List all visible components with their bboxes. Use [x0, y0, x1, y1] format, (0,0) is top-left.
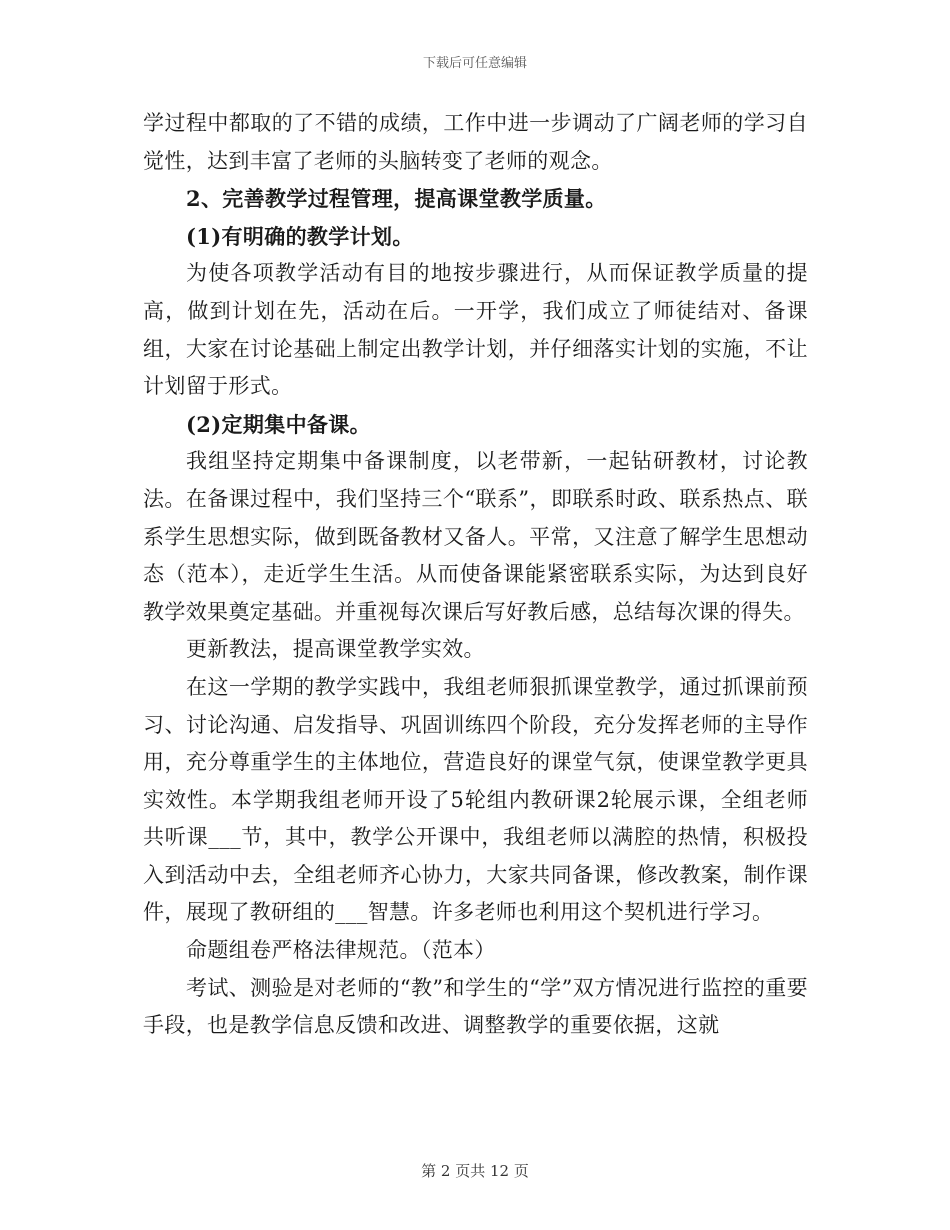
document-body [143, 105, 808, 1045]
paragraph-1: 学过程中都取的了不错的成绩，工作中进一步调动了广阔老师的学习自觉性，达到丰富了老师的头脑转变了老师的观念。 [143, 111, 808, 173]
paragraph-teaching-plan: 为使各项教学活动有目的地按步骤进行，从而保证教学质量的提高，做到计划在先，活动在后。一开学，我们成立了师徒结对、备课组，大家在讨论基础上制定出教学计划，并仔细落实计划的实施，不让计划留于形式。 [143, 261, 808, 399]
page-header: 下载后可任意编辑 [422, 56, 527, 71]
subheading-lesson-prep: (2)定期集中备课。 [186, 411, 371, 437]
paragraph-exam-standards: 命题组卷严格法律规范。（范本） [186, 938, 496, 963]
subheading-teaching-plan: (1)有明确的教学计划。 [186, 223, 414, 249]
paragraph-update-methods: 更新教法，提高课堂教学实效。 [186, 637, 485, 662]
paragraph-lesson-prep: 我组坚持定期集中备课制度，以老带新，一起钻研教材，讨论教法。在备课过程中，我们坚持三个“联系”，即联系时政、联系热点、联系学生思想实际，做到既备教材又备人。平常，又注意了解学生思想动态（范本），走近学生生活。从而使备课能紧密联系实际，为达到良好教学效果奠定基础。并重视每次课后写好教后感，总结每次课的得失。 [143, 449, 808, 624]
paragraph-exam-monitoring: 考试、测验是对老师的“教”和学生的“学”双方情况进行监控的重要手段，也是教学信息反馈和改进、调整教学的重要依据，这就 [143, 975, 808, 1038]
paragraph-classroom-practice: 在这一学期的教学实践中，我组老师狠抓课堂教学，通过抓课前预习、讨论沟通、启发指导、巩固训练四个阶段，充分发挥老师的主导作用，充分尊重学生的主体地位，营造良好的课堂气氛，使课堂教学更具实效性。本学期我组老师开设了5轮组内教研课2轮展示课，全组老师共听课___节，其中，教学公开课中，我组老师以满腔的热情，积极投入到活动中去，全组老师齐心协力，大家共同备课，修改教案，制作课件，展现了教研组的___智慧。许多老师也利用这个契机进行学习。 [143, 674, 808, 925]
page-footer: 第 2 页共 12 页 [421, 1162, 529, 1180]
section-heading-2: 2、完善教学过程管理，提高课堂教学质量。 [186, 186, 607, 212]
